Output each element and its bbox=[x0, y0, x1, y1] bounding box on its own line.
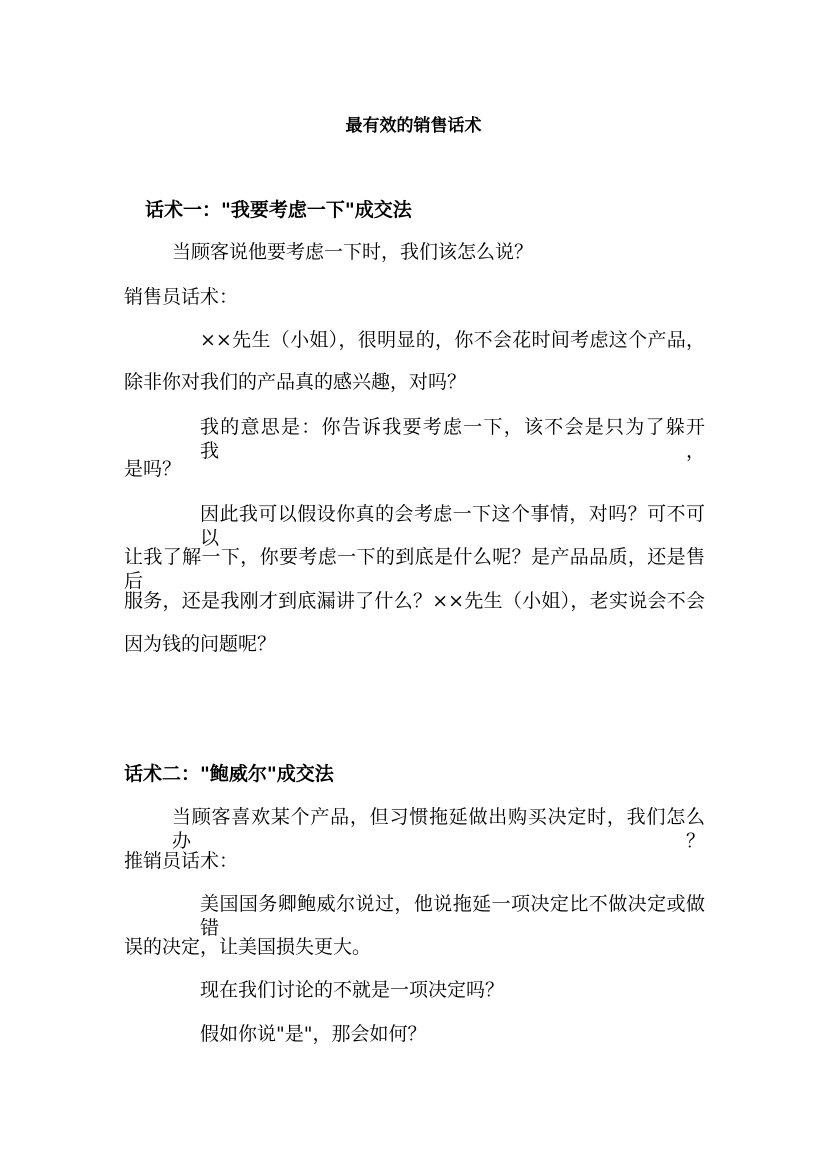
section2-paragraph1-line2: 误的决定，让美国损失更大。 bbox=[124, 936, 372, 958]
section2-role-label: 推销员话术： bbox=[124, 850, 239, 872]
section2-paragraph2: 现在我们讨论的不就是一项决定吗？ bbox=[200, 979, 505, 1001]
section1-paragraph3-line1: 因此我可以假设你真的会考虑一下这个事情，对吗？可不可以 bbox=[200, 503, 705, 549]
section2-paragraph1-line1: 美国国务卿鲍威尔说过，他说拖延一项决定比不做决定或做错 bbox=[200, 893, 705, 939]
section1-paragraph3-line4: 因为钱的问题呢？ bbox=[124, 633, 277, 655]
section1-role-label: 销售员话术： bbox=[124, 286, 239, 308]
section1-heading: 话术一："我要考虑一下"成交法 bbox=[145, 199, 412, 221]
section1-paragraph2-line2: 是吗？ bbox=[124, 458, 182, 480]
section2-paragraph3: 假如你说"是"，那会如何？ bbox=[200, 1023, 427, 1045]
section1-paragraph2-line1: 我的意思是：你告诉我要考虑一下，该不会是只为了躲开我， bbox=[200, 416, 705, 462]
section1-paragraph3-line3: 服务，还是我刚才到底漏讲了什么？××先生（小姐），老实说会不会 bbox=[124, 590, 705, 612]
section1-paragraph1-line2: 除非你对我们的产品真的感兴趣，对吗？ bbox=[124, 371, 467, 393]
section1-paragraph3-line2: 让我了解一下，你要考虑一下的到底是什么呢？是产品品质，还是售后 bbox=[124, 546, 705, 592]
section1-intro: 当顾客说他要考虑一下时，我们该怎么说？ bbox=[172, 241, 534, 263]
document-title: 最有效的销售话术 bbox=[345, 116, 482, 136]
section2-intro: 当顾客喜欢某个产品，但习惯拖延做出购买决定时，我们怎么办？ bbox=[172, 806, 705, 852]
section2-heading: 话术二："鲍威尔"成交法 bbox=[124, 763, 334, 785]
section1-paragraph1-line1: ××先生（小姐），很明显的，你不会花时间考虑这个产品， bbox=[200, 329, 705, 351]
